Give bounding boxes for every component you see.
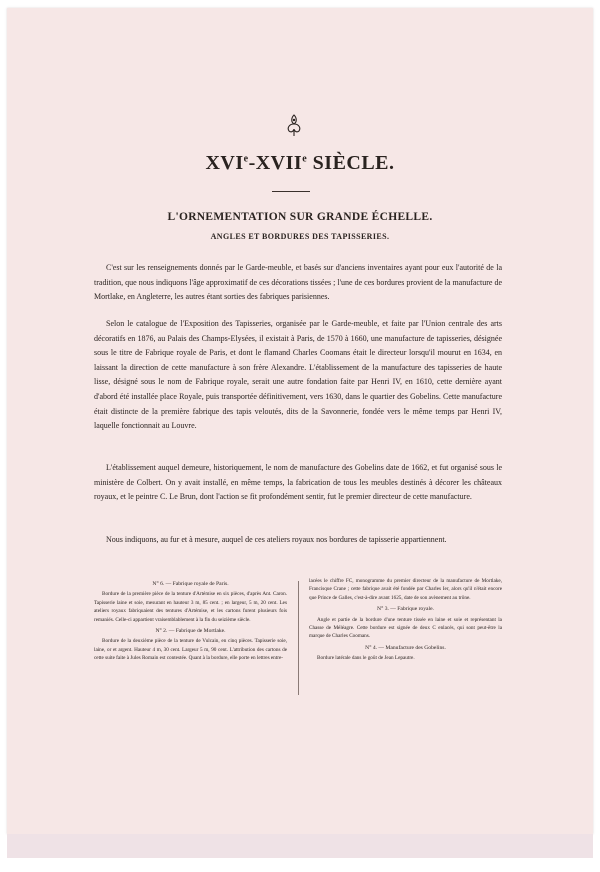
note-text: Bordure latérale dans le goût de Jean Lepautre.	[317, 655, 415, 662]
body-paragraph-4: Nous indiquons, au fur et à mesure, auquel de ces ateliers royaux nos bordures de tapisserie appartiennent.	[106, 535, 447, 544]
notes-column-left	[94, 577, 287, 699]
note-heading: N° 6. — Fabrique royale de Paris.	[152, 581, 229, 587]
page-sheet	[7, 8, 593, 834]
title-suffix: SIÈCLE.	[307, 152, 395, 174]
floral-vignette-icon	[283, 112, 305, 138]
title-sup-1: e	[243, 153, 249, 165]
notes-column-right	[309, 577, 502, 699]
note-text: lacées le chiffre FC, monogramme du premier directeur de la manufacture de Mortlake, Francisque Crane ; cette fabrique avait été fondée par Charles Ier, alors qu'il n'était encore que Prince de Galles, c'est-à-dire avant 1625, date de son avènement au trône.	[309, 578, 502, 601]
title-sup-2: e	[302, 153, 308, 165]
note-heading: N° 4. — Manufacture des Gobelins.	[365, 644, 446, 651]
body-paragraph-3: L'établissement auquel demeure, historiquement, le nom de manufacture des Gobelins date de 1662, et fut organisé sous le ministère de Colbert. On y avait installé, en même temps, la fabrication de tous les meubles destinés à décorer les châteaux royaux, et le peintre C. Le Brun, dont l'action se fit profondément sentir, fut le premier directeur de cette manufacture.	[94, 463, 502, 502]
title-divider	[272, 191, 310, 192]
page-bottom-strip	[7, 834, 593, 858]
page-title	[7, 152, 593, 175]
note-text: Bordure de la deuxième pièce de la tenture de Vulcain, en cinq pièces. Tapisserie soie, laine, or et argent. Hauteur 4 m, 30 cent. Largeur 5 m, 90 cent. L'attribution des cartons de cette suite faite à Jules Romain est contestée. Quant à la bordure, elle porte en lettres entre-	[94, 638, 287, 662]
body-paragraph-2: Selon le catalogue de l'Exposition des Tapisseries, organisée par le Garde-meuble, et faite par l'Union centrale des arts décoratifs en 1876, au Palais des Champs-Elysées, il existait à Paris, de 1570 à 1660, une manufacture de tapisseries, désignée sous le titre de Fabrique royale de Paris, et dont le flamand Charles Coomans était le directeur lorsqu'il mourut en 1634, en laissant la direction de cette manufacture à son frère Alexandre. L'établissement de la manufacture des tapisseries de haute lisse, désigné sous le nom de Fabrique royale, serait une autre fondation faite par Henri IV, en 1610, cette dernière ayant d'abord été installée place Royale, puis transportée définitivement, vers 1630, dans le quartier des Gobelins. Cette manufacture était distincte de la première fabrique des tapis veloutés, dits de la Savonnerie, fondée vers le même temps par Henri IV, laquelle fonctionnait au Louvre.	[94, 319, 502, 431]
body-paragraph-1: C'est sur les renseignements donnés par le Garde-meuble, et basés sur d'anciens inventaires ayant pour eux l'autorité de la tradition, que nous indiquons l'âge approximatif de ces décorations tissées ; l'une de ces bordures provient de la manufacture de Mortlake, en Angleterre, les autres étant sorties des fabriques parisiennes.	[94, 263, 502, 302]
note-text: Angle et partie de la bordure d'une tenture tissée en laine et soie et représentant la Chasse de Méléagre. Cette bordure est signée de deux C enlacés, qui sont peut-être la marque de Charles Coomans.	[309, 616, 502, 640]
note-heading: N° 3. — Fabrique royale.	[377, 606, 434, 613]
column-divider	[298, 581, 299, 695]
section-subtitle: ANGLES ET BORDURES DES TAPISSERIES.	[210, 232, 390, 241]
title-century-1: XVI	[205, 152, 244, 174]
note-heading: N° 2. — Fabrique de Mortlake.	[155, 628, 226, 635]
section-title: L'ORNEMENTATION SUR GRANDE ÉCHELLE.	[167, 211, 433, 223]
title-century-2: -XVII	[248, 152, 303, 174]
note-text: Bordure de la première pièce de la tenture d'Artémise en six pièces, d'après Ant. Caron. Tapisserie laine et soie, mesurant en hauteur 3 m, 85 cent. ; en largeur, 5 m, 20 cent. Les ateliers royaux fabriquaient des tentures d'Artémise, et les cartons furent plusieurs fois remaniés. Celle-ci appartient vraisemblablement à la fin du seizième siècle.	[94, 591, 287, 623]
plate-notes	[94, 577, 502, 699]
